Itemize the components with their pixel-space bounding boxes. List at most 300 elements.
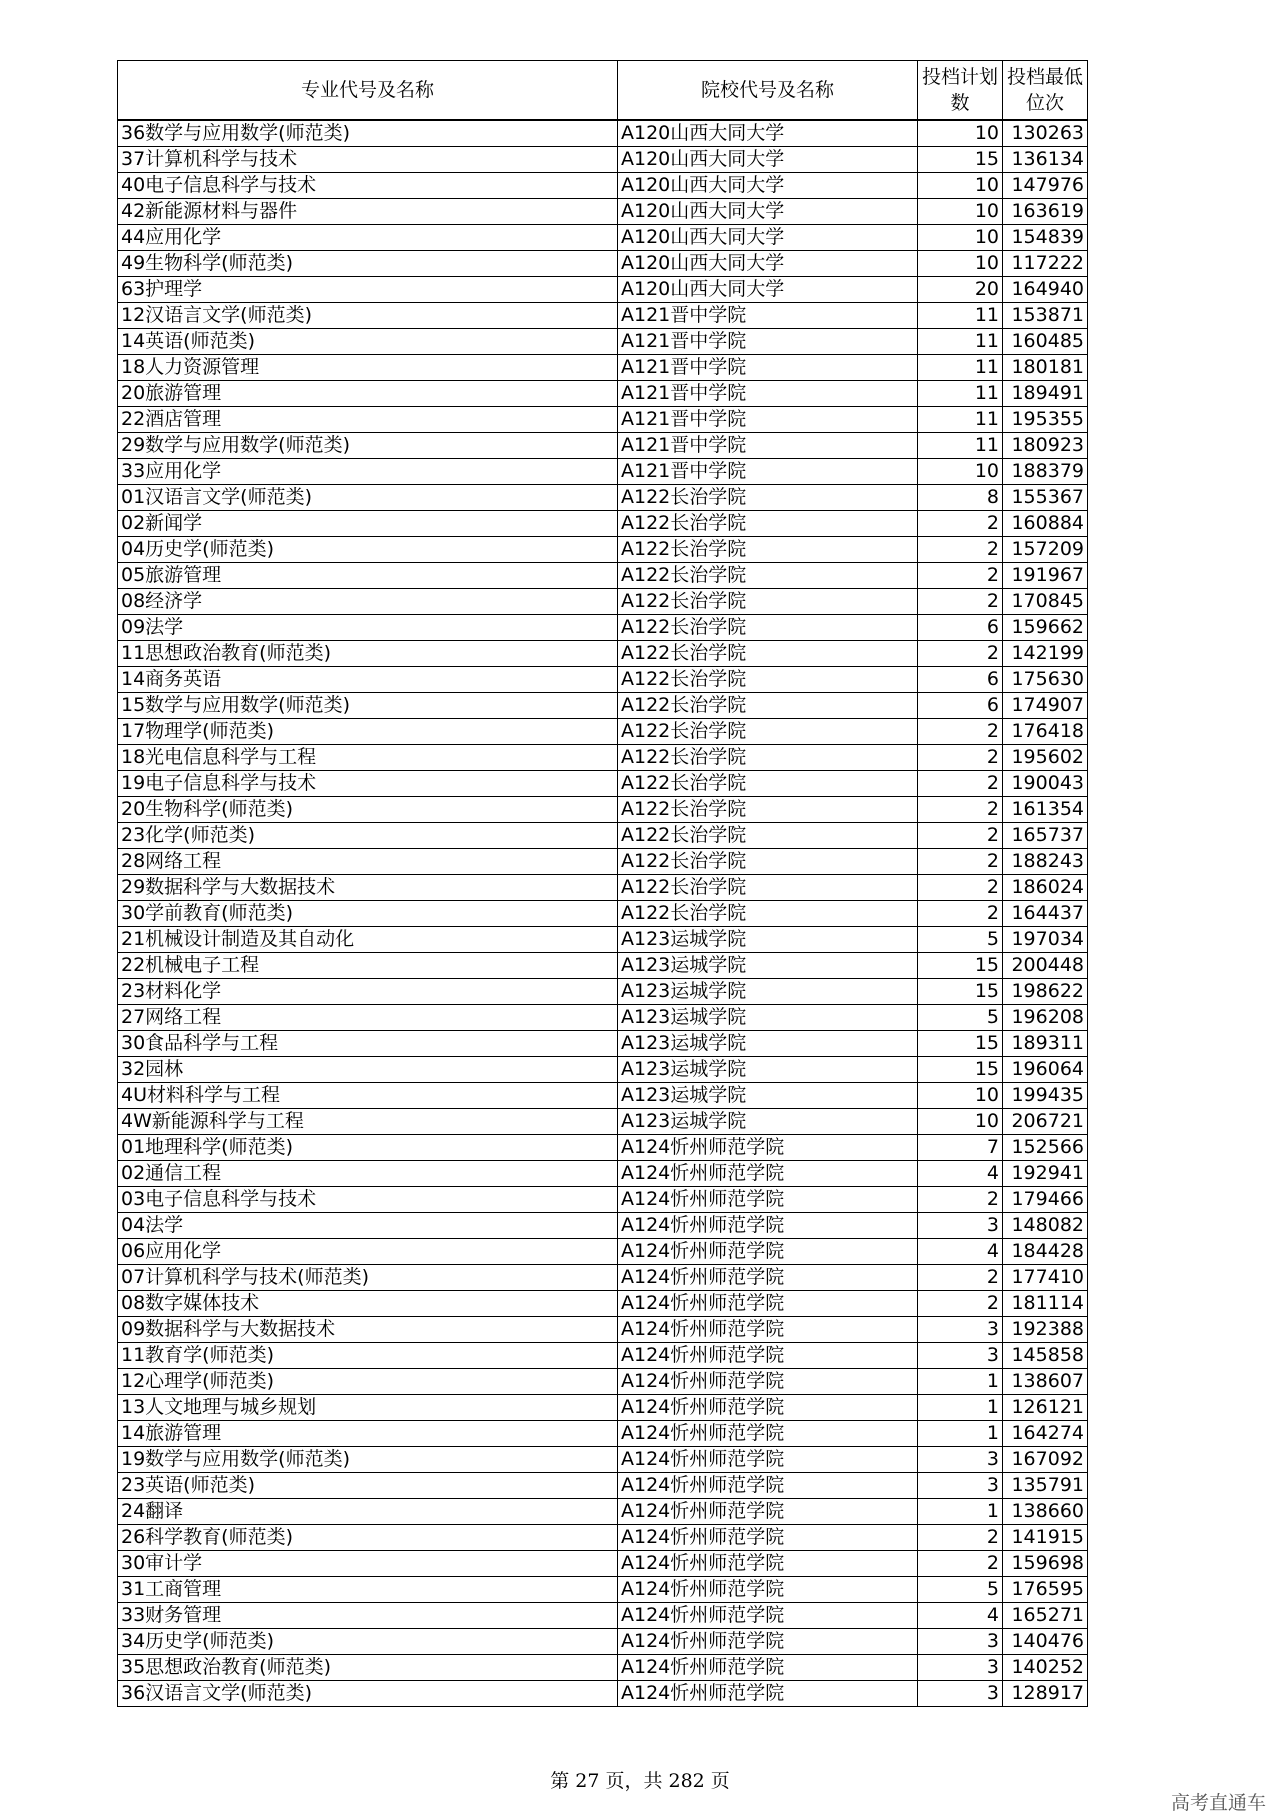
cell-school: A124忻州师范学院 xyxy=(618,1291,918,1317)
table-row xyxy=(118,1083,1088,1109)
cell-school: A124忻州师范学院 xyxy=(618,1551,918,1577)
cell-min-rank: 160485 xyxy=(1003,329,1088,355)
cell-major: 14商务英语 xyxy=(118,667,618,693)
cell-school: A120山西大同大学 xyxy=(618,173,918,199)
cell-major: 29数据科学与大数据技术 xyxy=(118,875,618,901)
table-row xyxy=(118,1031,1088,1057)
table-row xyxy=(118,1135,1088,1161)
cell-school: A124忻州师范学院 xyxy=(618,1499,918,1525)
cell-school: A121晋中学院 xyxy=(618,459,918,485)
cell-min-rank: 128917 xyxy=(1003,1681,1088,1707)
table-row xyxy=(118,797,1088,823)
cell-min-rank: 198622 xyxy=(1003,979,1088,1005)
cell-school: A122长治学院 xyxy=(618,797,918,823)
table-row xyxy=(118,979,1088,1005)
cell-school: A121晋中学院 xyxy=(618,407,918,433)
cell-school: A122长治学院 xyxy=(618,849,918,875)
cell-min-rank: 135791 xyxy=(1003,1473,1088,1499)
cell-major: 08经济学 xyxy=(118,589,618,615)
cell-school: A124忻州师范学院 xyxy=(618,1135,918,1161)
table-row xyxy=(118,433,1088,459)
cell-major: 26科学教育(师范类) xyxy=(118,1525,618,1551)
cell-plan-count: 20 xyxy=(918,277,1003,303)
table-row xyxy=(118,329,1088,355)
cell-major: 09数据科学与大数据技术 xyxy=(118,1317,618,1343)
table-row xyxy=(118,745,1088,771)
table-row xyxy=(118,1603,1088,1629)
cell-school: A122长治学院 xyxy=(618,771,918,797)
cell-plan-count: 3 xyxy=(918,1655,1003,1681)
table-row xyxy=(118,1447,1088,1473)
cell-school: A123运城学院 xyxy=(618,953,918,979)
table-row xyxy=(118,641,1088,667)
cell-major: 13人文地理与城乡规划 xyxy=(118,1395,618,1421)
cell-plan-count: 1 xyxy=(918,1499,1003,1525)
cell-min-rank: 148082 xyxy=(1003,1213,1088,1239)
cell-plan-count: 11 xyxy=(918,407,1003,433)
cell-major: 23化学(师范类) xyxy=(118,823,618,849)
cell-min-rank: 136134 xyxy=(1003,147,1088,173)
cell-major: 4W新能源科学与工程 xyxy=(118,1109,618,1135)
cell-plan-count: 3 xyxy=(918,1681,1003,1707)
cell-plan-count: 3 xyxy=(918,1447,1003,1473)
cell-plan-count: 6 xyxy=(918,667,1003,693)
cell-major: 21机械设计制造及其自动化 xyxy=(118,927,618,953)
cell-school: A122长治学院 xyxy=(618,719,918,745)
cell-min-rank: 164940 xyxy=(1003,277,1088,303)
cell-major: 30审计学 xyxy=(118,1551,618,1577)
cell-major: 04历史学(师范类) xyxy=(118,537,618,563)
table-row xyxy=(118,277,1088,303)
table-row xyxy=(118,1395,1088,1421)
cell-min-rank: 199435 xyxy=(1003,1083,1088,1109)
table-row xyxy=(118,1681,1088,1707)
cell-school: A121晋中学院 xyxy=(618,381,918,407)
watermark: 高考直通车 xyxy=(1170,1792,1266,1814)
cell-school: A120山西大同大学 xyxy=(618,147,918,173)
cell-min-rank: 160884 xyxy=(1003,511,1088,537)
cell-plan-count: 15 xyxy=(918,1031,1003,1057)
table-row xyxy=(118,511,1088,537)
cell-plan-count: 2 xyxy=(918,797,1003,823)
table-row xyxy=(118,589,1088,615)
cell-min-rank: 192941 xyxy=(1003,1161,1088,1187)
cell-school: A124忻州师范学院 xyxy=(618,1265,918,1291)
cell-school: A122长治学院 xyxy=(618,589,918,615)
cell-major: 31工商管理 xyxy=(118,1577,618,1603)
cell-min-rank: 167092 xyxy=(1003,1447,1088,1473)
cell-plan-count: 10 xyxy=(918,225,1003,251)
table-row xyxy=(118,1525,1088,1551)
table-header xyxy=(118,61,1088,121)
cell-school: A121晋中学院 xyxy=(618,303,918,329)
cell-plan-count: 11 xyxy=(918,433,1003,459)
cell-min-rank: 140476 xyxy=(1003,1629,1088,1655)
cell-school: A120山西大同大学 xyxy=(618,277,918,303)
header-plan-count: 投档计划数 xyxy=(918,61,1003,121)
table-row xyxy=(118,1499,1088,1525)
cell-plan-count: 10 xyxy=(918,199,1003,225)
cell-min-rank: 195355 xyxy=(1003,407,1088,433)
table-row xyxy=(118,537,1088,563)
cell-school: A122长治学院 xyxy=(618,641,918,667)
cell-plan-count: 2 xyxy=(918,1551,1003,1577)
table-row xyxy=(118,1343,1088,1369)
cell-major: 02新闻学 xyxy=(118,511,618,537)
cell-school: A124忻州师范学院 xyxy=(618,1239,918,1265)
cell-major: 06应用化学 xyxy=(118,1239,618,1265)
cell-major: 12汉语言文学(师范类) xyxy=(118,303,618,329)
cell-major: 33应用化学 xyxy=(118,459,618,485)
cell-plan-count: 5 xyxy=(918,927,1003,953)
cell-min-rank: 147976 xyxy=(1003,173,1088,199)
cell-min-rank: 186024 xyxy=(1003,875,1088,901)
table-row xyxy=(118,1421,1088,1447)
table-row xyxy=(118,225,1088,251)
cell-school: A124忻州师范学院 xyxy=(618,1343,918,1369)
cell-min-rank: 179466 xyxy=(1003,1187,1088,1213)
cell-major: 28网络工程 xyxy=(118,849,618,875)
table-row xyxy=(118,1265,1088,1291)
cell-plan-count: 5 xyxy=(918,1577,1003,1603)
cell-major: 29数学与应用数学(师范类) xyxy=(118,433,618,459)
cell-min-rank: 200448 xyxy=(1003,953,1088,979)
cell-min-rank: 177410 xyxy=(1003,1265,1088,1291)
cell-school: A122长治学院 xyxy=(618,667,918,693)
table-row xyxy=(118,1239,1088,1265)
table-row xyxy=(118,381,1088,407)
cell-major: 05旅游管理 xyxy=(118,563,618,589)
cell-plan-count: 11 xyxy=(918,303,1003,329)
cell-school: A124忻州师范学院 xyxy=(618,1681,918,1707)
cell-school: A124忻州师范学院 xyxy=(618,1473,918,1499)
cell-min-rank: 130263 xyxy=(1003,120,1088,147)
cell-major: 37计算机科学与技术 xyxy=(118,147,618,173)
cell-major: 01汉语言文学(师范类) xyxy=(118,485,618,511)
cell-school: A124忻州师范学院 xyxy=(618,1525,918,1551)
cell-school: A123运城学院 xyxy=(618,1005,918,1031)
cell-school: A124忻州师范学院 xyxy=(618,1629,918,1655)
cell-min-rank: 197034 xyxy=(1003,927,1088,953)
cell-school: A124忻州师范学院 xyxy=(618,1369,918,1395)
cell-min-rank: 163619 xyxy=(1003,199,1088,225)
cell-plan-count: 6 xyxy=(918,693,1003,719)
table-row xyxy=(118,1551,1088,1577)
cell-min-rank: 192388 xyxy=(1003,1317,1088,1343)
table-row xyxy=(118,1629,1088,1655)
cell-plan-count: 3 xyxy=(918,1473,1003,1499)
cell-major: 09法学 xyxy=(118,615,618,641)
table-row xyxy=(118,147,1088,173)
cell-major: 17物理学(师范类) xyxy=(118,719,618,745)
cell-school: A122长治学院 xyxy=(618,693,918,719)
table-row xyxy=(118,173,1088,199)
cell-min-rank: 161354 xyxy=(1003,797,1088,823)
cell-school: A124忻州师范学院 xyxy=(618,1447,918,1473)
cell-plan-count: 2 xyxy=(918,563,1003,589)
cell-school: A123运城学院 xyxy=(618,1031,918,1057)
cell-plan-count: 11 xyxy=(918,329,1003,355)
cell-school: A120山西大同大学 xyxy=(618,225,918,251)
cell-major: 34历史学(师范类) xyxy=(118,1629,618,1655)
table-row xyxy=(118,1109,1088,1135)
cell-school: A124忻州师范学院 xyxy=(618,1603,918,1629)
cell-min-rank: 189491 xyxy=(1003,381,1088,407)
cell-min-rank: 140252 xyxy=(1003,1655,1088,1681)
cell-min-rank: 176418 xyxy=(1003,719,1088,745)
cell-plan-count: 5 xyxy=(918,1005,1003,1031)
cell-min-rank: 206721 xyxy=(1003,1109,1088,1135)
cell-plan-count: 3 xyxy=(918,1343,1003,1369)
cell-major: 19电子信息科学与技术 xyxy=(118,771,618,797)
cell-major: 49生物科学(师范类) xyxy=(118,251,618,277)
table-row xyxy=(118,667,1088,693)
cell-major: 19数学与应用数学(师范类) xyxy=(118,1447,618,1473)
table-row xyxy=(118,1317,1088,1343)
page-footer: 第 27 页，共 282 页 xyxy=(550,1770,730,1792)
cell-school: A120山西大同大学 xyxy=(618,251,918,277)
cell-min-rank: 138660 xyxy=(1003,1499,1088,1525)
cell-major: 63护理学 xyxy=(118,277,618,303)
cell-school: A123运城学院 xyxy=(618,1057,918,1083)
cell-school: A122长治学院 xyxy=(618,537,918,563)
cell-major: 42新能源材料与器件 xyxy=(118,199,618,225)
table-row xyxy=(118,849,1088,875)
cell-min-rank: 152566 xyxy=(1003,1135,1088,1161)
cell-plan-count: 2 xyxy=(918,511,1003,537)
table-row xyxy=(118,1473,1088,1499)
cell-plan-count: 1 xyxy=(918,1369,1003,1395)
cell-major: 35思想政治教育(师范类) xyxy=(118,1655,618,1681)
cell-school: A124忻州师范学院 xyxy=(618,1655,918,1681)
cell-plan-count: 2 xyxy=(918,745,1003,771)
table-row xyxy=(118,1577,1088,1603)
table-row xyxy=(118,199,1088,225)
cell-school: A124忻州师范学院 xyxy=(618,1395,918,1421)
cell-major: 24翻译 xyxy=(118,1499,618,1525)
cell-major: 15数学与应用数学(师范类) xyxy=(118,693,618,719)
cell-plan-count: 10 xyxy=(918,459,1003,485)
cell-min-rank: 154839 xyxy=(1003,225,1088,251)
cell-min-rank: 159698 xyxy=(1003,1551,1088,1577)
cell-major: 20生物科学(师范类) xyxy=(118,797,618,823)
cell-school: A122长治学院 xyxy=(618,823,918,849)
cell-plan-count: 10 xyxy=(918,1083,1003,1109)
cell-major: 30学前教育(师范类) xyxy=(118,901,618,927)
cell-plan-count: 15 xyxy=(918,147,1003,173)
table-row xyxy=(118,485,1088,511)
cell-plan-count: 2 xyxy=(918,1525,1003,1551)
cell-plan-count: 2 xyxy=(918,849,1003,875)
table-row xyxy=(118,1213,1088,1239)
table-row xyxy=(118,953,1088,979)
table-row xyxy=(118,1291,1088,1317)
cell-school: A123运城学院 xyxy=(618,927,918,953)
header-min-rank: 投档最低位次 xyxy=(1003,61,1088,121)
cell-min-rank: 141915 xyxy=(1003,1525,1088,1551)
cell-school: A123运城学院 xyxy=(618,1083,918,1109)
cell-min-rank: 190043 xyxy=(1003,771,1088,797)
cell-min-rank: 181114 xyxy=(1003,1291,1088,1317)
table-row xyxy=(118,771,1088,797)
cell-major: 07计算机科学与技术(师范类) xyxy=(118,1265,618,1291)
admission-table xyxy=(117,60,1088,1707)
cell-plan-count: 2 xyxy=(918,537,1003,563)
cell-plan-count: 2 xyxy=(918,875,1003,901)
cell-school: A124忻州师范学院 xyxy=(618,1421,918,1447)
cell-school: A122长治学院 xyxy=(618,615,918,641)
cell-plan-count: 15 xyxy=(918,979,1003,1005)
cell-plan-count: 2 xyxy=(918,1187,1003,1213)
table-row xyxy=(118,1161,1088,1187)
cell-plan-count: 2 xyxy=(918,1265,1003,1291)
cell-plan-count: 1 xyxy=(918,1395,1003,1421)
cell-school: A122长治学院 xyxy=(618,563,918,589)
cell-min-rank: 180181 xyxy=(1003,355,1088,381)
cell-plan-count: 2 xyxy=(918,641,1003,667)
cell-school: A122长治学院 xyxy=(618,875,918,901)
cell-major: 14英语(师范类) xyxy=(118,329,618,355)
cell-min-rank: 195602 xyxy=(1003,745,1088,771)
cell-min-rank: 196208 xyxy=(1003,1005,1088,1031)
cell-min-rank: 164437 xyxy=(1003,901,1088,927)
cell-major: 14旅游管理 xyxy=(118,1421,618,1447)
cell-major: 12心理学(师范类) xyxy=(118,1369,618,1395)
cell-min-rank: 145858 xyxy=(1003,1343,1088,1369)
cell-min-rank: 174907 xyxy=(1003,693,1088,719)
table-row xyxy=(118,120,1088,147)
cell-major: 18人力资源管理 xyxy=(118,355,618,381)
cell-major: 11教育学(师范类) xyxy=(118,1343,618,1369)
cell-major: 32园林 xyxy=(118,1057,618,1083)
cell-plan-count: 7 xyxy=(918,1135,1003,1161)
cell-min-rank: 188243 xyxy=(1003,849,1088,875)
cell-major: 36数学与应用数学(师范类) xyxy=(118,120,618,147)
cell-min-rank: 117222 xyxy=(1003,251,1088,277)
table-row xyxy=(118,303,1088,329)
table-row xyxy=(118,459,1088,485)
cell-min-rank: 188379 xyxy=(1003,459,1088,485)
cell-school: A124忻州师范学院 xyxy=(618,1317,918,1343)
cell-plan-count: 10 xyxy=(918,173,1003,199)
cell-plan-count: 6 xyxy=(918,615,1003,641)
cell-plan-count: 1 xyxy=(918,1421,1003,1447)
cell-school: A122长治学院 xyxy=(618,485,918,511)
cell-plan-count: 2 xyxy=(918,719,1003,745)
cell-plan-count: 2 xyxy=(918,823,1003,849)
cell-plan-count: 10 xyxy=(918,1109,1003,1135)
cell-min-rank: 165271 xyxy=(1003,1603,1088,1629)
cell-min-rank: 165737 xyxy=(1003,823,1088,849)
cell-min-rank: 142199 xyxy=(1003,641,1088,667)
cell-school: A124忻州师范学院 xyxy=(618,1577,918,1603)
cell-plan-count: 3 xyxy=(918,1629,1003,1655)
cell-plan-count: 2 xyxy=(918,771,1003,797)
cell-major: 02通信工程 xyxy=(118,1161,618,1187)
table-row xyxy=(118,563,1088,589)
cell-major: 08数字媒体技术 xyxy=(118,1291,618,1317)
cell-plan-count: 2 xyxy=(918,589,1003,615)
cell-min-rank: 191967 xyxy=(1003,563,1088,589)
cell-min-rank: 155367 xyxy=(1003,485,1088,511)
table-row xyxy=(118,875,1088,901)
cell-min-rank: 176595 xyxy=(1003,1577,1088,1603)
cell-plan-count: 8 xyxy=(918,485,1003,511)
cell-major: 36汉语言文学(师范类) xyxy=(118,1681,618,1707)
cell-school: A120山西大同大学 xyxy=(618,199,918,225)
cell-school: A122长治学院 xyxy=(618,901,918,927)
cell-major: 23材料化学 xyxy=(118,979,618,1005)
table-row xyxy=(118,1369,1088,1395)
table-row xyxy=(118,693,1088,719)
cell-major: 23英语(师范类) xyxy=(118,1473,618,1499)
cell-plan-count: 11 xyxy=(918,355,1003,381)
cell-school: A122长治学院 xyxy=(618,511,918,537)
cell-school: A123运城学院 xyxy=(618,979,918,1005)
header-school: 院校代号及名称 xyxy=(618,61,918,121)
cell-min-rank: 153871 xyxy=(1003,303,1088,329)
cell-school: A122长治学院 xyxy=(618,745,918,771)
cell-school: A120山西大同大学 xyxy=(618,120,918,147)
cell-min-rank: 164274 xyxy=(1003,1421,1088,1447)
table-row xyxy=(118,1057,1088,1083)
cell-plan-count: 2 xyxy=(918,901,1003,927)
cell-major: 04法学 xyxy=(118,1213,618,1239)
cell-min-rank: 126121 xyxy=(1003,1395,1088,1421)
cell-min-rank: 184428 xyxy=(1003,1239,1088,1265)
cell-min-rank: 159662 xyxy=(1003,615,1088,641)
cell-school: A124忻州师范学院 xyxy=(618,1187,918,1213)
cell-major: 22酒店管理 xyxy=(118,407,618,433)
table-row xyxy=(118,355,1088,381)
cell-plan-count: 10 xyxy=(918,251,1003,277)
table-row xyxy=(118,1005,1088,1031)
cell-major: 4U材料科学与工程 xyxy=(118,1083,618,1109)
cell-school: A123运城学院 xyxy=(618,1109,918,1135)
table-row xyxy=(118,901,1088,927)
cell-plan-count: 3 xyxy=(918,1317,1003,1343)
cell-major: 27网络工程 xyxy=(118,1005,618,1031)
cell-plan-count: 10 xyxy=(918,120,1003,147)
cell-plan-count: 2 xyxy=(918,1291,1003,1317)
cell-major: 30食品科学与工程 xyxy=(118,1031,618,1057)
cell-min-rank: 157209 xyxy=(1003,537,1088,563)
header-major: 专业代号及名称 xyxy=(118,61,618,121)
cell-major: 40电子信息科学与技术 xyxy=(118,173,618,199)
cell-min-rank: 189311 xyxy=(1003,1031,1088,1057)
cell-min-rank: 175630 xyxy=(1003,667,1088,693)
cell-school: A121晋中学院 xyxy=(618,433,918,459)
cell-major: 01地理科学(师范类) xyxy=(118,1135,618,1161)
table-row xyxy=(118,927,1088,953)
cell-min-rank: 138607 xyxy=(1003,1369,1088,1395)
cell-plan-count: 15 xyxy=(918,1057,1003,1083)
table-body xyxy=(118,120,1088,1707)
cell-plan-count: 3 xyxy=(918,1213,1003,1239)
cell-major: 03电子信息科学与技术 xyxy=(118,1187,618,1213)
table-row xyxy=(118,719,1088,745)
cell-major: 18光电信息科学与工程 xyxy=(118,745,618,771)
cell-plan-count: 4 xyxy=(918,1161,1003,1187)
table-row xyxy=(118,251,1088,277)
cell-plan-count: 11 xyxy=(918,381,1003,407)
table-row xyxy=(118,1655,1088,1681)
table-row xyxy=(118,823,1088,849)
cell-min-rank: 180923 xyxy=(1003,433,1088,459)
table-row xyxy=(118,407,1088,433)
cell-min-rank: 170845 xyxy=(1003,589,1088,615)
cell-school: A124忻州师范学院 xyxy=(618,1161,918,1187)
